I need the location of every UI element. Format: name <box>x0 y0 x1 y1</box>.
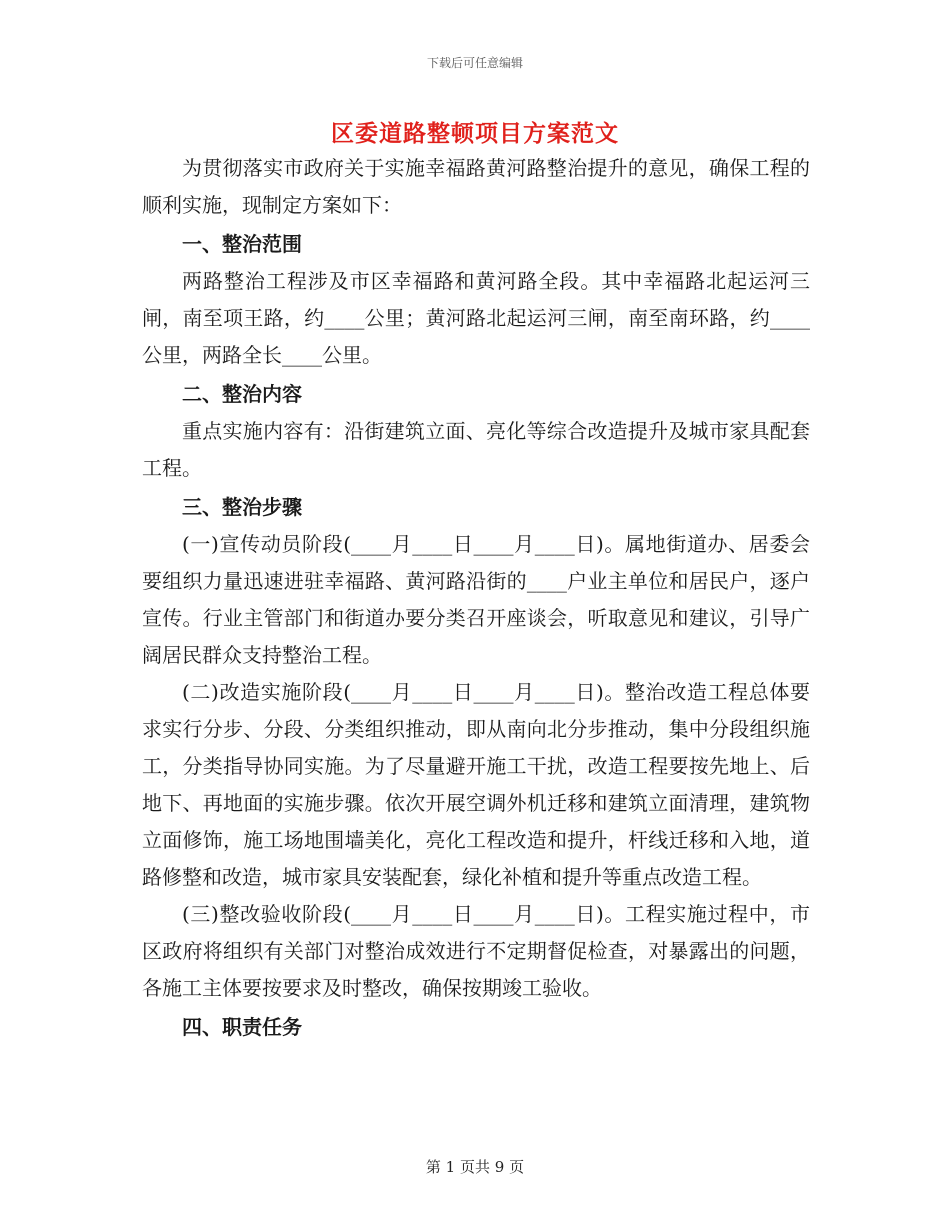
section-heading-duties: 四、职责任务 <box>182 1015 302 1039</box>
document-body <box>142 150 810 1046</box>
page-header-note: 下载后可任意编辑 <box>426 56 523 70</box>
page-number: 第 1 页共 9 页 <box>425 1158 525 1176</box>
step-implementation-paragraph: (二)改造实施阶段(____月____日____月____日)。整治改造工程总体要求实行分步、分段、分类组织推动，即从南向北分步推动，集中分段组织施工，分类指导协同实施。为了尽量避开施工干扰，改造工程要按先地上、后地下、再地面的实施步骤。依次开展空调外机迁移和建筑立面清理，建筑物立面修饰，施工场地围墙美化，亮化工程改造和提升，杆线迁移和入地，道路修整和改造，城市家具安装配套，绿化补植和提升等重点改造工程。 <box>142 680 810 889</box>
section-scope-paragraph: 两路整治工程涉及市区幸福路和黄河路全段。其中幸福路北起运河三闸，南至项王路，约____公里；黄河路北起运河三闸，南至南环路，约____公里，两路全长____公里。 <box>142 269 810 367</box>
section-heading-scope: 一、整治范围 <box>182 232 302 256</box>
step-acceptance-paragraph: (三)整改验收阶段(____月____日____月____日)。工程实施过程中，市区政府将组织有关部门对整治成效进行不定期督促检查，对暴露出的问题，各施工主体要按要求及时整改，确保按期竣工验收。 <box>142 902 810 1000</box>
intro-paragraph: 为贯彻落实市政府关于实施幸福路黄河路整治提升的意见，确保工程的顺利实施，现制定方案如下： <box>142 156 810 217</box>
section-content-paragraph: 重点实施内容有：沿街建筑立面、亮化等综合改造提升及城市家具配套工程。 <box>142 419 810 480</box>
section-heading-steps: 三、整治步骤 <box>182 495 302 519</box>
document-title: 区委道路整顿项目方案范文 <box>331 120 619 147</box>
step-publicity-paragraph: (一)宣传动员阶段(____月____日____月____日)。属地街道办、居委会要组织力量迅速进驻幸福路、黄河路沿街的____户业主单位和居民户，逐户宣传。行业主管部门和街道办要分类召开座谈会，听取意见和建议，引导广阔居民群众支持整治工程。 <box>142 532 810 667</box>
section-heading-content: 二、整治内容 <box>182 382 302 406</box>
